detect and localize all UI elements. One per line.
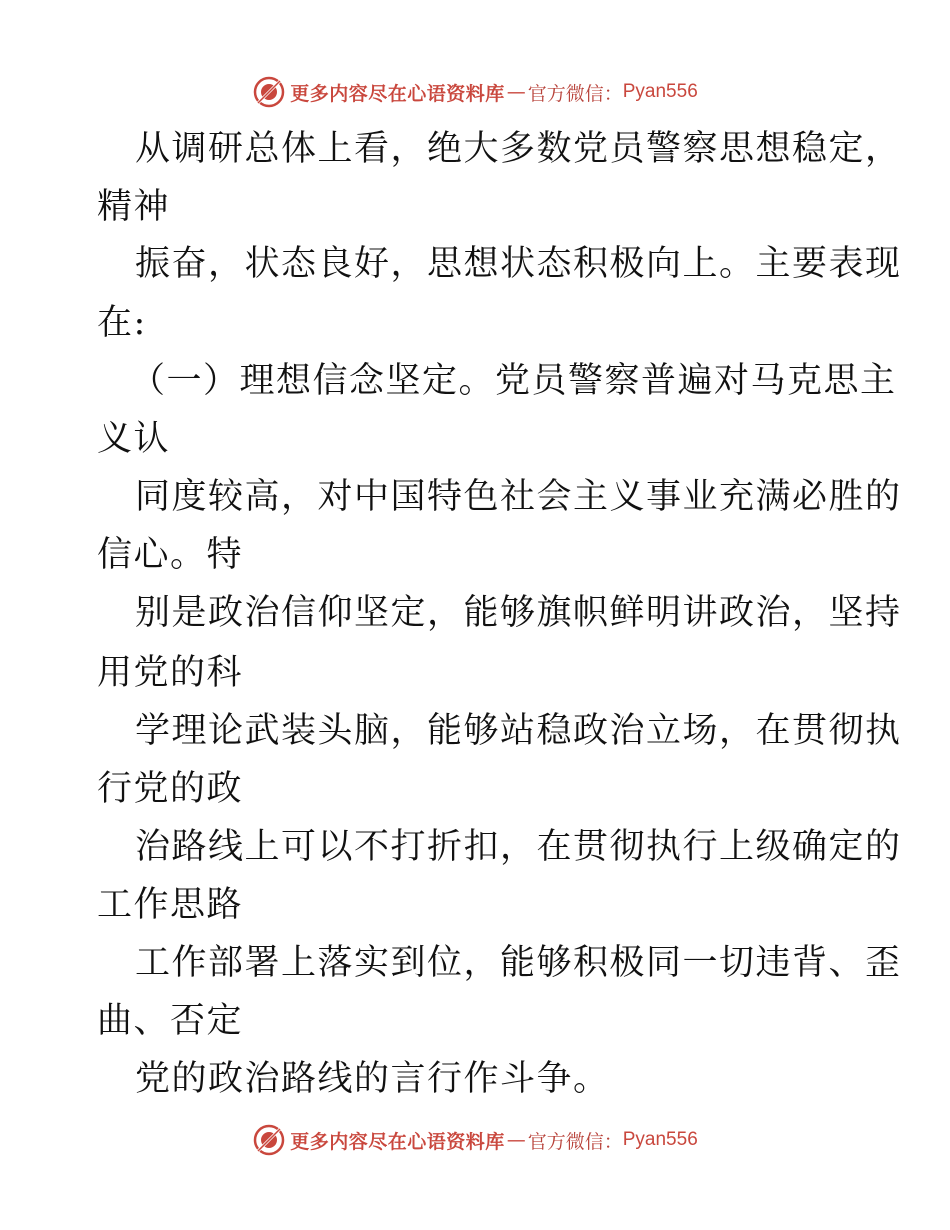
text-line: 从调研总体上看，绝大多数党员警察思想稳定，	[135, 129, 902, 169]
banner-wechat-label: 官方微信：	[527, 1130, 623, 1153]
text-line: 信心。特	[97, 535, 244, 575]
text-line: 别是政治信仰坚定，能够旗帜鲜明讲政治，坚持	[135, 593, 902, 633]
text-line: 工作思路	[97, 885, 244, 925]
text-line: 曲、否定	[97, 1001, 244, 1041]
text-line: 同度较高，对中国特色社会主义事业充满必胜的	[135, 477, 902, 517]
text-line: 用党的科	[97, 653, 244, 693]
banner-wechat-id: Pyan556	[622, 1129, 698, 1150]
text-line: 精神	[97, 187, 171, 227]
banner-dash: —	[506, 1129, 526, 1151]
text-line: 行党的政	[97, 769, 244, 809]
header-banner	[0, 72, 950, 112]
banner-wechat-id: Pyan556	[622, 81, 698, 102]
text-line: 学理论武装头脑，能够站稳政治立场，在贯彻执	[135, 711, 902, 751]
footer-banner	[0, 1120, 950, 1160]
seal-logo-icon	[252, 1123, 286, 1157]
text-line: 工作部署上落实到位，能够积极同一切违背、歪	[135, 943, 902, 983]
text-line: 治路线上可以不打折扣，在贯彻执行上级确定的	[135, 827, 902, 867]
text-line: 在:	[97, 303, 147, 343]
text-line: 振奋，状态良好，思想状态积极向上。主要表现	[135, 244, 902, 284]
text-line: 党的政治路线的言行作斗争。	[135, 1059, 610, 1099]
banner-dash: —	[506, 81, 526, 103]
banner-site-name: 更多内容尽在心语资料库	[290, 82, 505, 105]
text-line: （一）理想信念坚定。党员警察普遍对马克思主	[130, 361, 897, 401]
banner-wechat-label: 官方微信：	[527, 82, 623, 105]
text-line: 义认	[97, 419, 171, 459]
banner-site-name: 更多内容尽在心语资料库	[290, 1130, 505, 1153]
seal-logo-icon	[252, 75, 286, 109]
